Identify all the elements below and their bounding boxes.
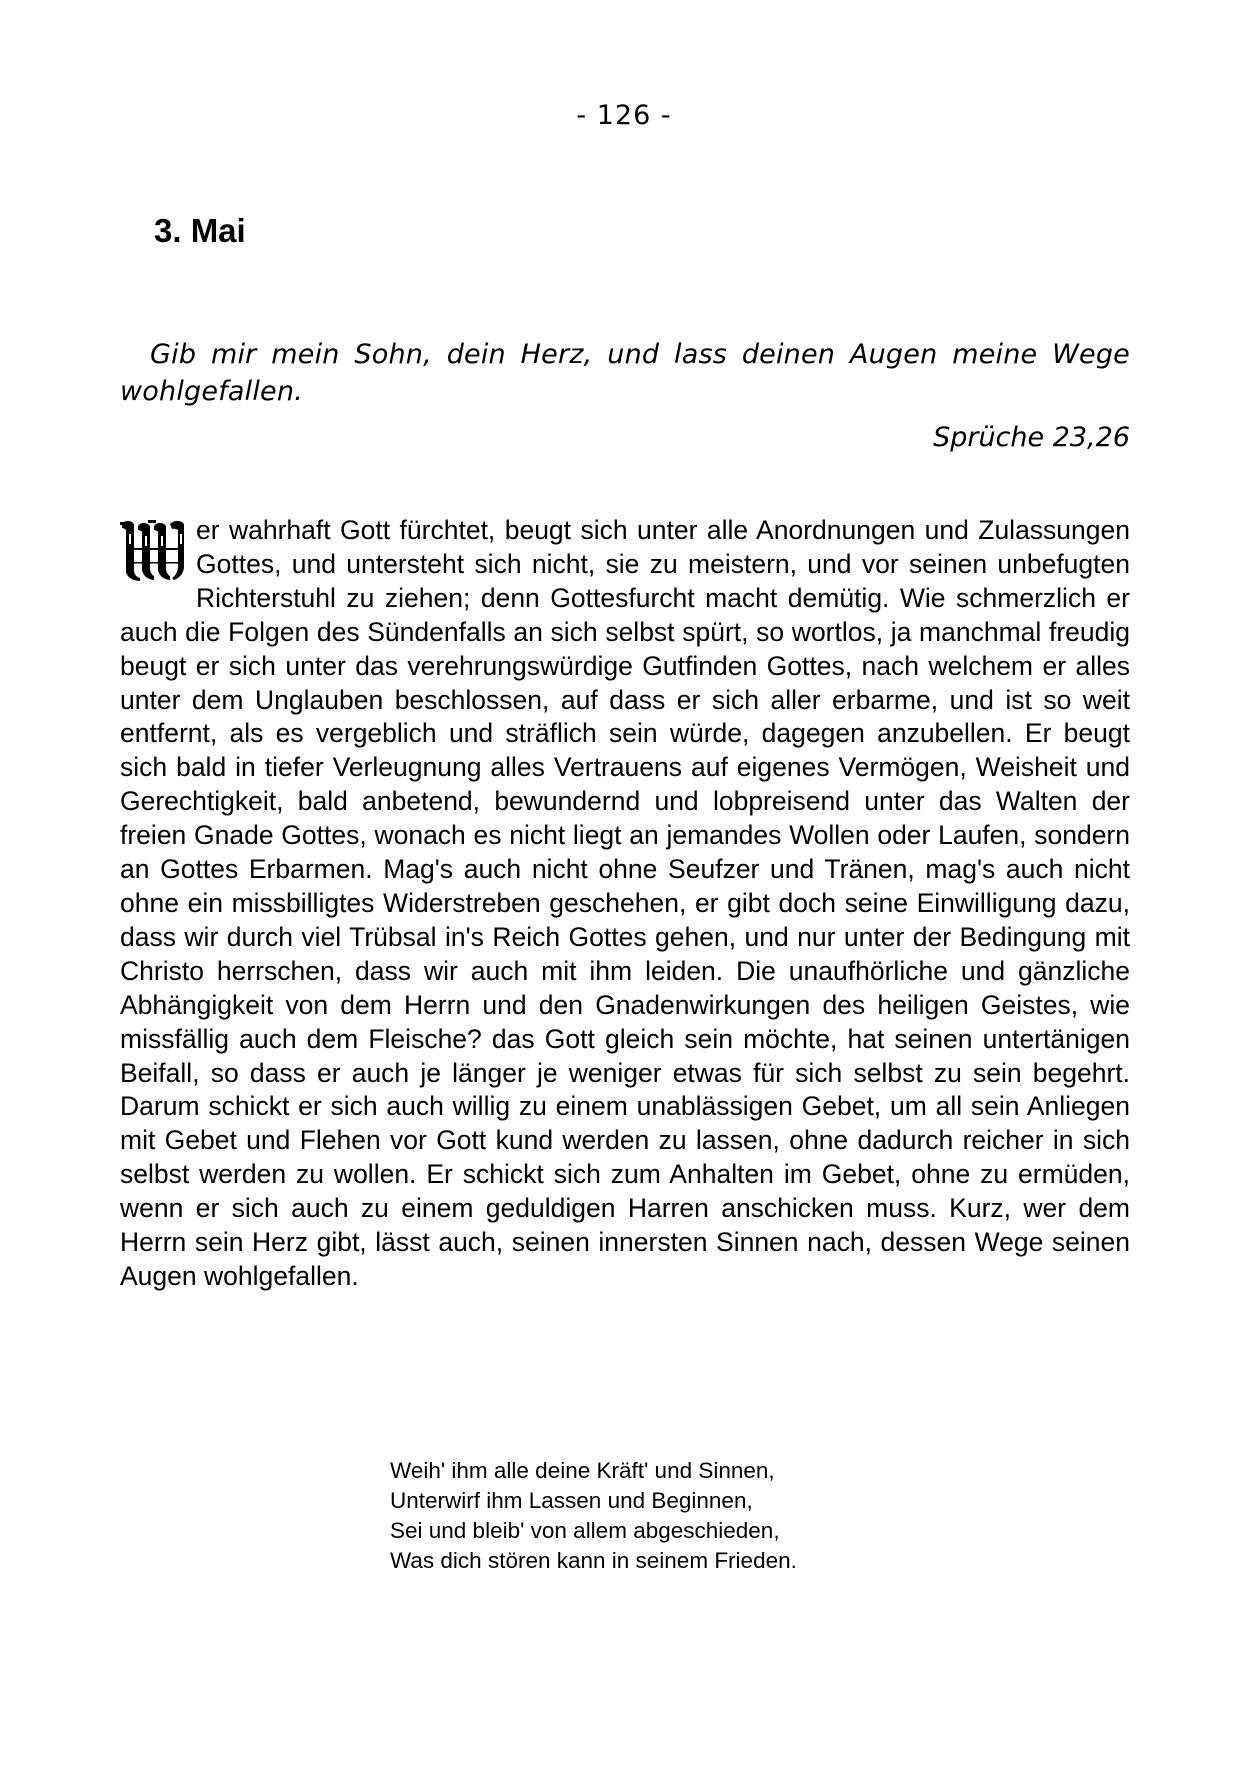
bible-motto	[120, 336, 1130, 410]
devotional-body	[120, 514, 1130, 1294]
motto-line-1: Gib mir mein Sohn, dein Herz, und lass deinen Augen meine Wege	[150, 339, 1130, 370]
verse-line: Sei und bleib' von allem abgeschieden,	[390, 1518, 780, 1543]
page-number: - 126 -	[576, 100, 672, 131]
verse-line: Was dich stören kann in seinem Frieden.	[390, 1548, 797, 1573]
blackletter-initial-w-icon	[120, 518, 186, 582]
motto-line-2: wohlgefallen.	[120, 376, 303, 407]
bible-reference: Sprüche 23,26	[933, 422, 1130, 453]
date-heading: 3. Mai	[154, 212, 246, 249]
closing-verse	[390, 1456, 797, 1576]
verse-line: Unterwirf ihm Lassen und Beginnen,	[390, 1488, 753, 1513]
devotional-body-text: er wahrhaft Gott fürchtet, beugt sich unter alle Anordnungen und Zulassungen Gottes, und untersteht sich nicht, sie zu meistern, und vor seinen unbefugten Richterstuhl zu ziehen; denn Gottesfurcht macht demütig. Wie schmerzlich er auch die Folgen des Sündenfalls an sich selbst spürt, so wortlos, ja manchmal freudig beugt er sich unter das verehrungswürdige Gutfinden Gottes, nach welchem er alles unter dem Unglauben beschlossen, auf dass er sich aller erbarme, und ist so weit entfernt, als es vergeblich und sträflich sein würde, dagegen anzubellen. Er beugt sich bald in tiefer Verleugnung alles Vertrauens auf eigenes Vermögen, Weisheit und Gerechtigkeit, bald anbetend, bewundernd und lobpreisend unter das Walten der freien Gnade Gottes, wonach es nicht liegt an jemandes Wollen oder Laufen, sondern an Gottes Erbarmen. Mag's auch nicht ohne Seufzer und Tränen, mag's auch nicht ohne ein missbilligtes Widerstreben geschehen, er gibt doch seine Einwilligung dazu, dass wir durch viel Trübsal in's Reich Gottes gehen, und nur unter der Bedingung mit Christo herrschen, dass wir auch mit ihm leiden. Die unaufhörliche und gänzliche Abhängigkeit von dem Herrn und den Gnadenwirkungen des heiligen Geistes, wie missfällig auch dem Fleische? das Gott gleich sein möchte, hat seinen untertänigen Beifall, so dass er auch je länger je weniger etwas für sich selbst zu sein begehrt. Darum schickt er sich auch willig zu einem unablässigen Gebet, um all sein Anliegen mit Gebet und Flehen vor Gott kund werden zu lassen, ohne dadurch reicher in sich selbst werden zu wollen. Er schickt sich zum Anhalten im Gebet, ohne zu ermüden, wenn er sich auch zu einem geduldigen Harren anschicken muss. Kurz, wer dem Herrn sein Herz gibt, lässt auch, seinen innersten Sinnen nach, dessen Wege seinen Augen wohlgefallen.	[120, 515, 1130, 1291]
verse-line: Weih' ihm alle deine Kräft' und Sinnen,	[390, 1458, 775, 1483]
